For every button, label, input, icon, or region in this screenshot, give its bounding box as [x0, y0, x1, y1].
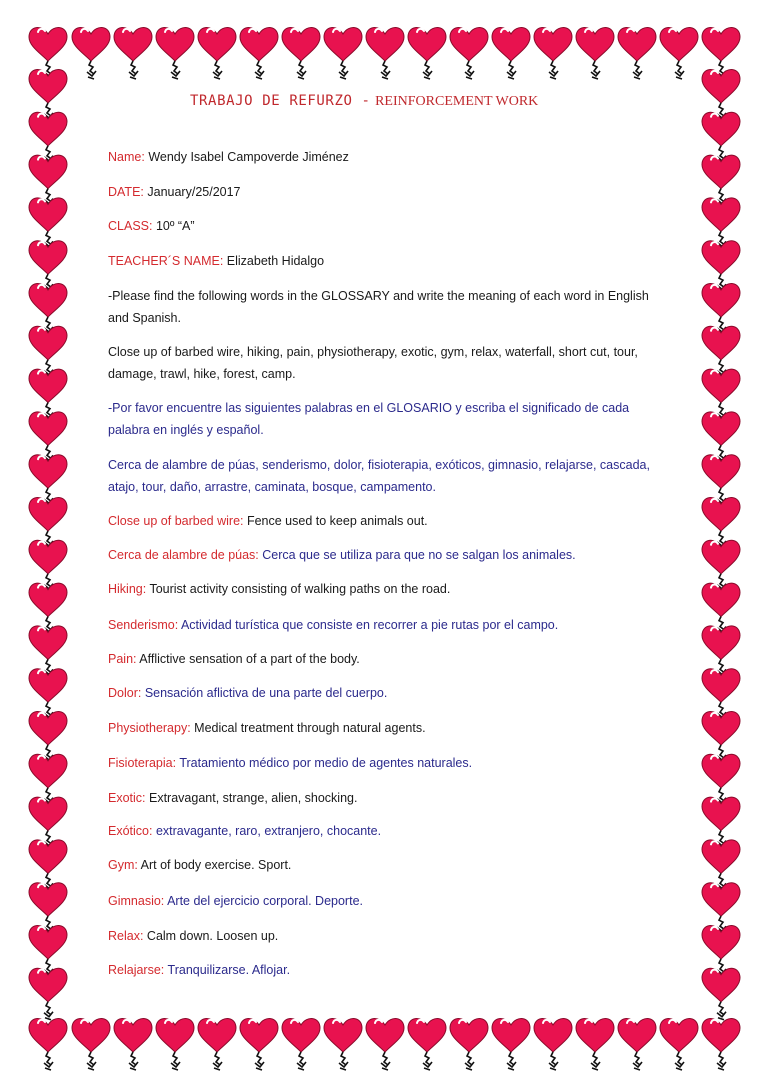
glossary-term: Gimnasio:: [108, 894, 165, 908]
glossary-term: Cerca de alambre de púas:: [108, 548, 259, 562]
heart-balloon-icon: [198, 1019, 236, 1070]
heart-balloon-icon: [29, 70, 67, 121]
heart-balloon-icon: [534, 1019, 572, 1070]
glossary-entry: [108, 578, 668, 600]
heart-balloon-icon: [29, 883, 67, 934]
glossary-term: Close up of barbed wire:: [108, 514, 244, 528]
heart-balloon-icon: [702, 498, 740, 549]
class-row: [108, 215, 668, 237]
glossary-term: Relax:: [108, 929, 144, 943]
heart-balloon-icon: [240, 28, 278, 79]
heart-balloon-icon: [29, 968, 67, 1019]
heart-balloon-icon: [29, 369, 67, 420]
glossary-entry: [108, 820, 668, 842]
name-value: Wendy Isabel Campoverde Jiménez: [148, 150, 349, 164]
heart-balloon-icon: [29, 540, 67, 591]
glossary-definition: Tranquilizarse. Aflojar.: [164, 963, 291, 977]
heart-balloon-icon: [702, 455, 740, 506]
glossary-definition: Actividad turística que consiste en recorrer a pie rutas por el campo.: [178, 618, 559, 632]
heart-balloon-icon: [702, 926, 740, 977]
glossary-entry: [108, 717, 668, 739]
heart-balloon-icon: [29, 926, 67, 977]
heart-balloon-icon: [702, 28, 740, 79]
glossary-term: Exotic:: [108, 791, 146, 805]
glossary-term: Relajarse:: [108, 963, 165, 977]
title-spanish: TRABAJO DE REFURZO -: [190, 93, 371, 109]
glossary-entry: [108, 854, 668, 876]
heart-balloon-icon: [282, 28, 320, 79]
glossary-entry: [108, 925, 668, 947]
heart-balloon-icon: [702, 155, 740, 206]
glossary-entry: [108, 544, 668, 566]
heart-balloon-icon: [702, 540, 740, 591]
glossary-term: Gym:: [108, 858, 138, 872]
heart-balloon-icon: [114, 28, 152, 79]
glossary-entry: [108, 682, 668, 704]
heart-balloon-icon: [702, 968, 740, 1019]
heart-balloon-icon: [702, 326, 740, 377]
heart-balloon-icon: [702, 70, 740, 121]
heart-balloon-icon: [72, 28, 110, 79]
heart-balloon-icon: [366, 1019, 404, 1070]
heart-balloon-icon: [408, 1019, 446, 1070]
teacher-label: TEACHER´S NAME:: [108, 254, 224, 268]
heart-balloon-icon: [29, 155, 67, 206]
heart-balloon-icon: [29, 1019, 67, 1070]
glossary-term: Dolor:: [108, 686, 142, 700]
heart-balloon-icon: [29, 284, 67, 335]
glossary-definition: Tratamiento médico por medio de agentes naturales.: [176, 756, 473, 770]
heart-balloon-icon: [29, 28, 67, 79]
heart-balloon-icon: [660, 28, 698, 79]
heart-balloon-icon: [702, 412, 740, 463]
heart-balloon-icon: [366, 28, 404, 79]
teacher-value: Elizabeth Hidalgo: [226, 254, 325, 268]
glossary-entry: [108, 787, 668, 809]
heart-balloon-icon: [702, 284, 740, 335]
heart-balloon-icon: [618, 28, 656, 79]
glossary-term: Pain:: [108, 652, 137, 666]
glossary-entry: [108, 752, 668, 774]
spanish-instruction: -Por favor encuentre las siguientes palabras en el GLOSARIO y escriba el significado de cada palabra en inglés y español.: [108, 401, 630, 437]
heart-balloon-icon: [29, 198, 67, 249]
heart-balloon-icon: [29, 112, 67, 163]
glossary-entry: [108, 614, 668, 636]
heart-balloon-icon: [29, 326, 67, 377]
heart-balloon-icon: [702, 797, 740, 848]
heart-balloon-icon: [72, 1019, 110, 1070]
heart-balloon-icon: [156, 28, 194, 79]
glossary-definition: Fence used to keep animals out.: [243, 514, 428, 528]
heart-balloon-icon: [29, 498, 67, 549]
glossary-term: Senderismo:: [108, 618, 179, 632]
heart-balloon-icon: [702, 369, 740, 420]
spanish-word-list: Cerca de alambre de púas, senderismo, dolor, fisioterapia, exóticos, gimnasio, relajarse, cascada, atajo, tour, daño, arrastre, caminata, bosque, campamento.: [108, 458, 650, 494]
glossary-definition: extravagante, raro, extranjero, chocante.: [152, 824, 382, 838]
heart-balloon-icon: [198, 28, 236, 79]
glossary-entry: [108, 648, 668, 670]
heart-balloon-icon: [408, 28, 446, 79]
heart-balloon-icon: [29, 840, 67, 891]
name-row: [108, 146, 668, 168]
heart-balloon-icon: [702, 241, 740, 292]
heart-balloon-icon: [29, 754, 67, 805]
heart-balloon-icon: [29, 797, 67, 848]
teacher-row: [108, 250, 668, 272]
heart-balloon-icon: [702, 112, 740, 163]
glossary-term: Fisioterapia:: [108, 756, 177, 770]
heart-balloon-icon: [29, 583, 67, 634]
heart-balloon-icon: [282, 1019, 320, 1070]
date-row: [108, 181, 668, 203]
glossary-definition: Cerca que se utiliza para que no se salgan los animales.: [258, 548, 576, 562]
heart-balloon-icon: [240, 1019, 278, 1070]
name-label: Name:: [108, 150, 145, 164]
heart-balloon-icon: [492, 28, 530, 79]
heart-balloon-icon: [534, 28, 572, 79]
glossary-definition: Sensación aflictiva de una parte del cuerpo.: [141, 686, 388, 700]
heart-balloon-icon: [29, 712, 67, 763]
heart-balloon-icon: [450, 1019, 488, 1070]
heart-balloon-icon: [29, 669, 67, 720]
heart-balloon-icon: [29, 626, 67, 677]
heart-balloon-icon: [29, 455, 67, 506]
heart-balloon-icon: [450, 28, 488, 79]
english-word-list: Close up of barbed wire, hiking, pain, physiotherapy, exotic, gym, relax, waterfall, short cut, tour, damage, trawl, hike, forest, camp.: [108, 345, 638, 381]
heart-balloon-icon: [576, 28, 614, 79]
date-label: DATE:: [108, 185, 144, 199]
glossary-definition: Extravagant, strange, alien, shocking.: [145, 791, 358, 805]
heart-balloon-icon: [702, 583, 740, 634]
document-title: [190, 92, 630, 110]
heart-balloon-icon: [702, 669, 740, 720]
glossary-definition: Art of body exercise. Sport.: [137, 858, 292, 872]
heart-balloon-icon: [324, 28, 362, 79]
glossary-entry: [108, 959, 668, 981]
glossary-entry: [108, 890, 668, 912]
heart-balloon-icon: [492, 1019, 530, 1070]
heart-balloon-icon: [29, 241, 67, 292]
glossary-term: Hiking:: [108, 582, 147, 596]
glossary-term: Physiotherapy:: [108, 721, 191, 735]
glossary-definition: Afflictive sensation of a part of the body.: [136, 652, 360, 666]
heart-balloon-icon: [660, 1019, 698, 1070]
class-value: 10º “A”: [155, 219, 195, 233]
glossary-entry: [108, 510, 668, 532]
heart-balloon-icon: [702, 1019, 740, 1070]
glossary-definition: Calm down. Loosen up.: [143, 929, 279, 943]
glossary-definition: Medical treatment through natural agents.: [190, 721, 426, 735]
heart-balloon-icon: [618, 1019, 656, 1070]
english-instruction: -Please find the following words in the GLOSSARY and write the meaning of each word in English and Spanish.: [108, 289, 649, 325]
heart-balloon-icon: [29, 412, 67, 463]
heart-balloon-icon: [576, 1019, 614, 1070]
heart-balloon-icon: [702, 626, 740, 677]
heart-balloon-icon: [702, 883, 740, 934]
glossary-definition: Tourist activity consisting of walking paths on the road.: [146, 582, 451, 596]
heart-balloon-icon: [324, 1019, 362, 1070]
heart-balloon-icon: [114, 1019, 152, 1070]
heart-balloon-icon: [702, 198, 740, 249]
glossary-term: Exótico:: [108, 824, 153, 838]
date-value: January/25/2017: [147, 185, 241, 199]
heart-balloon-icon: [702, 712, 740, 763]
glossary-definition: Arte del ejercicio corporal. Deporte.: [164, 894, 363, 908]
title-english: REINFORCEMENT WORK: [375, 94, 539, 109]
heart-balloon-icon: [702, 754, 740, 805]
heart-balloon-icon: [156, 1019, 194, 1070]
heart-balloon-icon: [702, 840, 740, 891]
class-label: CLASS:: [108, 219, 153, 233]
